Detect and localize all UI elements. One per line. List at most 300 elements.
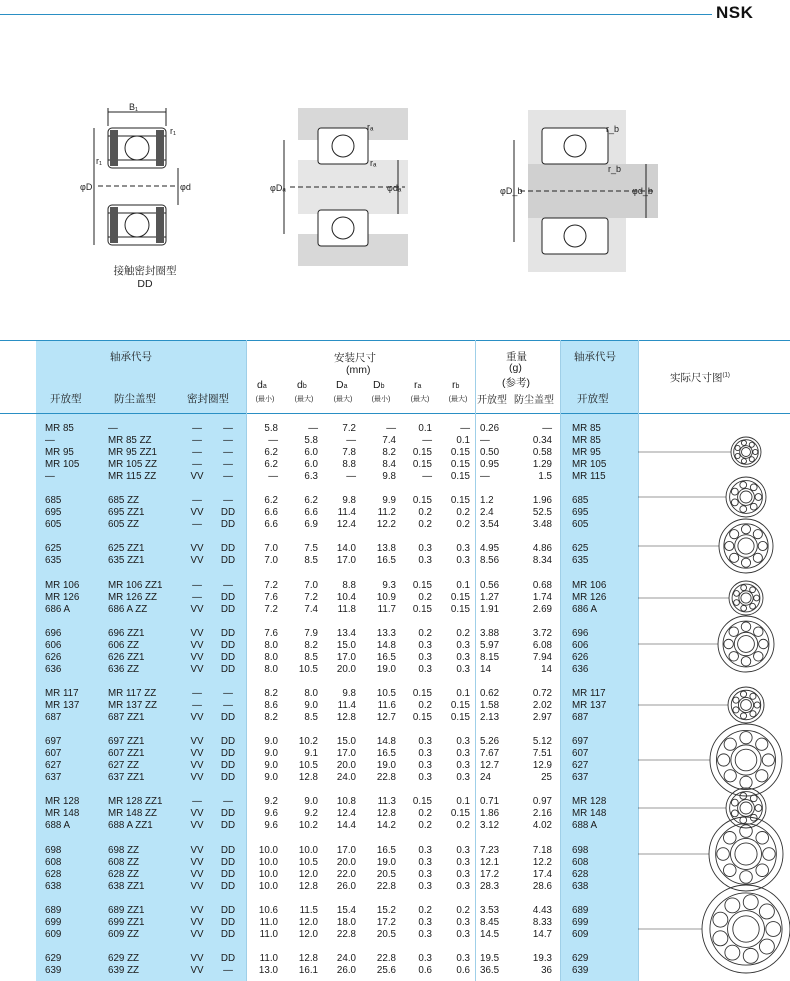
bearing-ball-picto (750, 711, 756, 717)
cell-weight-shield: 2.69 (532, 604, 552, 615)
bearing-ball-picto (741, 622, 751, 632)
cell-code-open-2: 698 (572, 845, 589, 856)
cell-da: 9.0 (264, 772, 278, 783)
cell-da: 8.0 (264, 640, 278, 651)
header-actual-size: 实际尺寸图$^{(1)}$ (670, 372, 730, 384)
cell-seal-dd: DD (220, 555, 236, 566)
cell-weight-open: 0.26 (480, 423, 500, 434)
cell-shield-type: MR 115 ZZ (108, 471, 157, 482)
cell-weight-shield: 1.96 (532, 495, 552, 506)
cell-code-open-2: MR 95 (572, 447, 601, 458)
cell-seal-vv: — (192, 459, 202, 470)
cell-ra: 0.15 (412, 604, 432, 615)
bearing-bore-picto (735, 843, 757, 865)
cell-Db: 14.8 (376, 640, 396, 651)
cell-rb: 0.3 (456, 652, 470, 663)
cell-rb: 0.1 (456, 580, 470, 591)
diagram-caption (85, 265, 205, 291)
cell-open-type: 625 (45, 543, 62, 554)
cell-weight-open: 3.12 (480, 820, 500, 831)
header-open-type-2: 开放型 (577, 393, 609, 405)
cell-Db: 20.5 (376, 929, 396, 940)
cell-Db: 19.0 (376, 664, 396, 675)
cell-open-type: 628 (45, 869, 62, 880)
cell-Da: 24.0 (336, 953, 356, 964)
cell-da: 5.8 (264, 423, 278, 434)
header-col-Db: Db (373, 379, 385, 391)
cell-open-type: 695 (45, 507, 62, 518)
bearing-ball-picto (740, 482, 747, 489)
cell-Db: 16.5 (376, 555, 396, 566)
bearing-ball-picto (753, 530, 762, 539)
cell-Db: 16.5 (376, 845, 396, 856)
cell-shield-type: 696 ZZ1 (108, 628, 145, 639)
cell-db: 10.2 (298, 736, 318, 747)
cell-open-type: MR 137 (45, 700, 80, 711)
bearing-ball-picto (750, 603, 756, 609)
cell-shield-type: 628 ZZ (108, 869, 140, 880)
cell-open-type: MR 106 (45, 580, 80, 591)
cell-open-type: MR 148 (45, 808, 80, 819)
cell-ra: 0.6 (418, 965, 432, 976)
cell-rb: 0.2 (456, 507, 470, 518)
bearing-outer-ring-picto (719, 519, 773, 573)
cell-da: 11.0 (259, 953, 278, 964)
cell-db: 8.0 (304, 688, 318, 699)
cell-shield-type: 606 ZZ (108, 640, 140, 651)
cell-ra: 0.3 (418, 555, 432, 566)
bearing-ball-picto (725, 898, 740, 913)
cell-rb: 0.15 (450, 471, 470, 482)
cell-rb: 0.3 (456, 857, 470, 868)
cell-ra: 0.3 (418, 640, 432, 651)
bearing-ball-picto (724, 770, 736, 782)
cell-db: 7.4 (304, 604, 318, 615)
cell-seal-dd: — (223, 965, 233, 976)
bearing-ball-picto (750, 503, 757, 510)
header-weight-open: 开放型 (477, 395, 507, 406)
cell-Da: 18.0 (336, 917, 356, 928)
cell-code-open-2: 626 (572, 652, 589, 663)
cell-seal-dd: — (223, 423, 233, 434)
cell-shield-type: 686 A ZZ (108, 604, 148, 615)
cell-seal-vv: VV (190, 628, 204, 639)
cell-weight-open: 17.2 (480, 869, 500, 880)
cell-ra: 0.2 (418, 507, 432, 518)
bearing-bore-picto (738, 538, 754, 554)
cell-weight-shield: 0.34 (532, 435, 552, 446)
cell-shield-type: 627 ZZ (108, 760, 140, 771)
cell-weight-shield: 14.7 (532, 929, 552, 940)
header-weight: 重量 (506, 351, 527, 363)
cell-seal-dd: DD (220, 760, 236, 771)
cell-weight-open: 1.2 (480, 495, 494, 506)
cell-Db: 10.5 (376, 688, 396, 699)
cell-open-type: 636 (45, 664, 62, 675)
cell-weight-shield: 7.51 (532, 748, 552, 759)
cell-shield-type: 639 ZZ (108, 965, 140, 976)
cell-seal-vv: — (192, 580, 202, 591)
cell-ra: 0.1 (418, 423, 432, 434)
label-r1-left: r₁ (96, 156, 103, 166)
cell-Da: 7.8 (342, 447, 356, 458)
cell-weight-open: 28.3 (480, 881, 500, 892)
cell-Da: 17.0 (336, 652, 356, 663)
cell-weight-shield: 3.72 (532, 628, 552, 639)
bearing-ball-picto (730, 553, 739, 562)
cell-rb: 0.1 (456, 796, 470, 807)
cell-weight-shield: 2.02 (532, 700, 552, 711)
cell-Da: 15.0 (336, 640, 356, 651)
header-mounting: 安装尺寸 (334, 352, 376, 364)
cell-ra: — (422, 435, 432, 446)
cell-db: 16.1 (298, 965, 318, 976)
cell-seal-dd: DD (220, 652, 236, 663)
cell-ra: 0.2 (418, 700, 432, 711)
cell-weight-shield: 5.12 (532, 736, 552, 747)
cell-open-type: 696 (45, 628, 62, 639)
cell-Da: 8.8 (342, 459, 356, 470)
bearing-ball-picto (763, 848, 776, 861)
header-col-rb: rb (452, 379, 460, 391)
cell-code-open-2: 695 (572, 507, 589, 518)
cell-db: 12.0 (298, 917, 318, 928)
cell-seal-dd: — (223, 796, 233, 807)
cell-weight-shield: 1.5 (538, 471, 552, 482)
bearing-outer-race-picto (730, 792, 763, 825)
cell-Da: 9.8 (342, 688, 356, 699)
cell-da: 8.0 (264, 652, 278, 663)
bearing-bore-picto (733, 916, 759, 942)
cell-db: 8.5 (304, 712, 318, 723)
cell-ra: 0.3 (418, 543, 432, 554)
cell-seal-dd: DD (220, 748, 236, 759)
bearing-ball-picto (756, 831, 769, 844)
cell-weight-open: 12.1 (480, 857, 500, 868)
cell-db: 6.6 (304, 507, 318, 518)
cell-shield-type: MR 137 ZZ (108, 700, 157, 711)
cell-code-open-2: 638 (572, 881, 589, 892)
bearing-ball-picto (713, 931, 728, 946)
cell-ra: 0.3 (418, 652, 432, 663)
cell-shield-type: 687 ZZ1 (108, 712, 145, 723)
cell-Da: — (346, 471, 356, 482)
cell-rb: — (460, 423, 470, 434)
cell-code-open-2: 688 A (572, 820, 598, 831)
cell-rb: 0.2 (456, 905, 470, 916)
cell-seal-dd: DD (220, 808, 236, 819)
cell-ra: 0.3 (418, 929, 432, 940)
cell-Da: 11.4 (337, 700, 356, 711)
cell-open-type: 639 (45, 965, 62, 976)
bearing-ball-picto (754, 652, 764, 662)
cell-da: 10.0 (258, 857, 278, 868)
cell-rb: 0.3 (456, 953, 470, 964)
header-shield-type: 防尘盖型 (114, 393, 156, 405)
cell-shield-type: 695 ZZ1 (108, 507, 145, 518)
cell-code-open-2: MR 85 (572, 435, 601, 446)
cell-Da: 12.4 (336, 808, 356, 819)
cell-weight-open: 1.27 (480, 592, 500, 603)
cell-weight-open: 3.88 (480, 628, 500, 639)
bearing-ball-picto (741, 605, 747, 611)
cell-shield-type: 689 ZZ1 (108, 905, 145, 916)
cell-seal-vv: VV (190, 640, 204, 651)
header-open-type: 开放型 (50, 393, 82, 405)
bearing-ball-picto (740, 825, 753, 838)
cell-da: 9.6 (264, 820, 278, 831)
cell-ra: 0.3 (418, 772, 432, 783)
cell-weight-open: 8.15 (480, 652, 500, 663)
bearing-ball-picto (754, 595, 760, 601)
bearing-outer-ring-picto (710, 724, 782, 796)
cell-Da: 20.0 (336, 857, 356, 868)
cell-seal-dd: DD (220, 543, 236, 554)
cell-code-open-2: 699 (572, 917, 589, 928)
cell-da: 7.6 (264, 592, 278, 603)
bearing-bore-picto (741, 593, 751, 603)
cell-seal-dd: — (223, 459, 233, 470)
cell-db: 12.8 (298, 772, 318, 783)
bearing-ball-picto (733, 697, 739, 703)
bearing-ball-picto (713, 912, 728, 927)
cell-da: 10.0 (258, 881, 278, 892)
cell-rb: 0.3 (456, 555, 470, 566)
cell-da: 10.0 (258, 845, 278, 856)
cell-Db: 22.8 (376, 953, 396, 964)
cell-db: 8.5 (304, 555, 318, 566)
cell-ra: 0.3 (418, 664, 432, 675)
bearing-ball-picto (729, 652, 739, 662)
bearing-ball-picto (734, 600, 740, 606)
cell-db: 10.5 (298, 760, 318, 771)
cell-rb: 0.3 (456, 881, 470, 892)
cell-open-type: 638 (45, 881, 62, 892)
cell-weight-shield: 2.97 (532, 712, 552, 723)
cell-code-open-2: 639 (572, 965, 589, 976)
cell-weight-shield: 1.29 (532, 459, 552, 470)
cell-Da: 12.4 (336, 519, 356, 530)
cell-db: 6.0 (304, 459, 318, 470)
cell-db: 10.5 (298, 857, 318, 868)
cell-rb: 0.3 (456, 640, 470, 651)
cell-seal-dd: — (223, 447, 233, 458)
cell-Da: 24.0 (336, 772, 356, 783)
bearing-ball-picto (731, 810, 738, 817)
cell-open-type: MR 105 (45, 459, 80, 470)
cell-shield-type: 688 A ZZ1 (108, 820, 153, 831)
cell-rb: 0.3 (456, 869, 470, 880)
cell-weight-shield: 36 (541, 965, 552, 976)
cell-ra: 0.3 (418, 736, 432, 747)
cell-code-open-2: 627 (572, 760, 589, 771)
cell-open-type: 685 (45, 495, 62, 506)
cell-code-open-2: 608 (572, 857, 589, 868)
cell-weight-open: 0.62 (480, 688, 500, 699)
diagram-caption-code: DD (137, 278, 153, 290)
cell-code-open-2: 628 (572, 869, 589, 880)
cell-code-open-2: MR 128 (572, 796, 607, 807)
cell-Da: 17.0 (336, 555, 356, 566)
cell-shield-type: MR 148 ZZ (108, 808, 157, 819)
cell-weight-open: 12.7 (480, 760, 500, 771)
cell-shield-type: 638 ZZ1 (108, 881, 145, 892)
cell-Db: 12.7 (376, 712, 396, 723)
cell-seal-dd: DD (220, 712, 236, 723)
header-weight-unit: (g) (509, 362, 522, 374)
cell-open-type: 605 (45, 519, 62, 530)
top-rule (0, 14, 712, 15)
header-seal-type: 密封圈型 (187, 393, 229, 405)
cell-open-type: 699 (45, 917, 62, 928)
cell-seal-vv: VV (190, 869, 204, 880)
cell-db: 7.9 (304, 628, 318, 639)
cell-weight-open: 36.5 (480, 965, 500, 976)
bearing-ball-picto (750, 693, 756, 699)
cell-seal-dd: DD (220, 905, 236, 916)
cell-code-open-2: 697 (572, 736, 589, 747)
cell-weight-shield: 4.43 (532, 905, 552, 916)
header-col-ra: ra (414, 379, 422, 391)
cell-ra: 0.2 (418, 905, 432, 916)
cell-Db: 11.6 (377, 700, 396, 711)
cell-rb: 0.15 (450, 808, 470, 819)
cell-weight-shield: 4.86 (532, 543, 552, 554)
cell-ra: 0.2 (418, 628, 432, 639)
cell-seal-vv: — (192, 796, 202, 807)
cell-Da: 15.0 (336, 736, 356, 747)
cell-ra: 0.3 (418, 748, 432, 759)
cell-code-open-2: 636 (572, 664, 589, 675)
label-phi-d-outer: φD (80, 182, 93, 192)
cell-open-type: 637 (45, 772, 62, 783)
bearing-ball-picto (756, 770, 768, 782)
bearing-ball-picto (753, 449, 758, 454)
bearing-ball-picto (740, 691, 746, 697)
cell-weight-shield: 1.74 (532, 592, 552, 603)
cell-weight-shield: 2.16 (532, 808, 552, 819)
cell-ra: 0.15 (412, 712, 432, 723)
cell-seal-vv: — (192, 435, 202, 446)
cell-seal-vv: — (192, 592, 202, 603)
cell-weight-shield: 8.34 (532, 555, 552, 566)
cell-Da: 12.8 (336, 712, 356, 723)
actual-size-pictograms (638, 414, 790, 981)
cell-db: 9.0 (304, 796, 318, 807)
cell-code-open-2: MR 106 (572, 580, 607, 591)
cell-da: 13.0 (258, 965, 278, 976)
cell-rb: 0.3 (456, 845, 470, 856)
label-rb-mid: r_b (608, 164, 622, 174)
cell-ra: 0.15 (412, 459, 432, 470)
cell-seal-vv: VV (190, 808, 204, 819)
bearing-ball-picto (750, 587, 756, 593)
cell-open-type: 629 (45, 953, 62, 964)
cell-weight-shield: 25 (541, 772, 552, 783)
cell-seal-vv: VV (190, 664, 204, 675)
cell-rb: 0.15 (450, 712, 470, 723)
cell-Da: — (346, 435, 356, 446)
cell-open-type: 686 A (45, 604, 71, 615)
cell-seal-dd: — (223, 435, 233, 446)
cell-ra: 0.15 (412, 796, 432, 807)
cell-da: 9.0 (264, 748, 278, 759)
header-limit-da: (最小) (255, 396, 275, 403)
cell-da: 9.0 (264, 736, 278, 747)
cell-open-type: 635 (45, 555, 62, 566)
cell-weight-open: 1.58 (480, 700, 500, 711)
label-phi-d-inner: φd (180, 182, 191, 192)
cell-weight-shield: 19.3 (532, 953, 552, 964)
cell-Db: 19.0 (376, 760, 396, 771)
bearing-ball-picto (749, 442, 754, 447)
cell-da: 6.6 (264, 519, 278, 530)
cell-db: 8.2 (304, 640, 318, 651)
cell-da: 10.6 (258, 905, 278, 916)
cell-seal-vv: VV (190, 604, 204, 615)
cell-db: 6.2 (304, 495, 318, 506)
cell-shield-type: 625 ZZ1 (108, 543, 145, 554)
cell-ra: 0.2 (418, 592, 432, 603)
cell-open-type: MR 126 (45, 592, 80, 603)
bearing-ball-picto (758, 541, 767, 550)
cell-seal-vv: VV (190, 760, 204, 771)
cell-ra: 0.2 (418, 808, 432, 819)
cell-seal-vv: VV (190, 652, 204, 663)
cell-ra: — (422, 471, 432, 482)
bearing-outer-race-picto (732, 584, 760, 612)
cell-weight-open: 0.56 (480, 580, 500, 591)
cell-Db: 8.4 (382, 459, 396, 470)
cell-Da: 9.8 (342, 495, 356, 506)
bearing-ball-picto (743, 895, 758, 910)
bearing-ball-picto (725, 541, 734, 550)
cell-da: 11.0 (259, 917, 278, 928)
cell-ra: 0.3 (418, 953, 432, 964)
cell-Db: 15.2 (376, 905, 396, 916)
cell-da: 8.0 (264, 664, 278, 675)
cell-ra: 0.3 (418, 845, 432, 856)
cell-Db: 22.8 (376, 772, 396, 783)
bearing-ball-picto (741, 459, 746, 464)
cell-rb: 0.3 (456, 917, 470, 928)
cell-seal-vv: VV (190, 905, 204, 916)
cell-db: 7.0 (304, 580, 318, 591)
cell-seal-dd: DD (220, 857, 236, 868)
bearing-ball-picto (741, 558, 750, 567)
cell-seal-dd: — (223, 700, 233, 711)
cell-Db: 13.8 (376, 543, 396, 554)
bearing-ball-picto (740, 506, 747, 513)
label-phi-da-inner: φdₐ (387, 183, 402, 193)
cell-da: — (268, 471, 278, 482)
cell-Db: 11.3 (377, 796, 396, 807)
cell-weight-open: 5.97 (480, 640, 500, 651)
cell-seal-dd: DD (220, 820, 236, 831)
cell-code-open-2: MR 137 (572, 700, 607, 711)
cell-open-type: 697 (45, 736, 62, 747)
bearing-ball-picto (756, 864, 769, 877)
cell-db: 7.5 (304, 543, 318, 554)
cell-open-type: 698 (45, 845, 62, 856)
cell-rb: 0.15 (450, 700, 470, 711)
cell-ra: 0.3 (418, 917, 432, 928)
bearing-ball-picto (756, 738, 768, 750)
cell-code-open-2: 629 (572, 953, 589, 964)
cell-Db: 8.2 (382, 447, 396, 458)
cell-Da: 14.4 (336, 820, 356, 831)
cell-seal-vv: — (192, 519, 202, 530)
